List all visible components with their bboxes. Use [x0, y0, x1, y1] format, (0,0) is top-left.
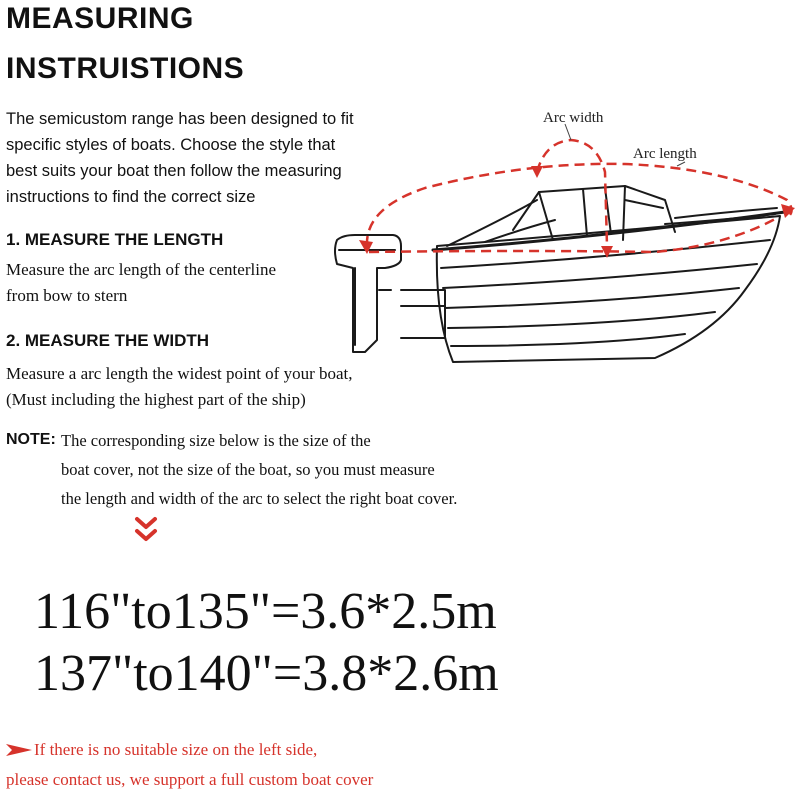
title-line-1: MEASURING [6, 2, 194, 35]
step1-heading: 1. MEASURE THE LENGTH [6, 230, 224, 249]
intro-line: specific styles of boats. Choose the style that [6, 136, 336, 154]
boat-diagram [325, 100, 800, 380]
intro-line: best suits your boat then follow the measuring [6, 162, 342, 180]
footer-line-2: please contact us, we support a full custom boat cover [6, 770, 374, 789]
footer-line-1: If there is no suitable size on the left side, [34, 740, 318, 759]
title-line-2: INSTRUISTIONS [6, 52, 245, 85]
arc-width-line [537, 140, 607, 246]
step1-line: from bow to stern [6, 286, 128, 305]
note-line-3: the length and width of the arc to select the right boat cover. [61, 489, 458, 508]
note-label: NOTE: [6, 431, 56, 448]
step2-heading: 2. MEASURE THE WIDTH [6, 331, 210, 350]
triangle-right-icon [6, 742, 32, 758]
note-line-1: The corresponding size below is the size of the [61, 431, 371, 450]
size-option-2: 137"to140"=3.8*2.6m [34, 645, 499, 702]
arc-length-label: Arc length [633, 146, 697, 162]
double-chevron-down-icon [134, 516, 158, 546]
note-line-2: boat cover, not the size of the boat, so you must measure [61, 460, 435, 479]
step2-line: Measure a arc length the widest point of your boat, [6, 364, 353, 383]
intro-line: The semicustom range has been designed to fit [6, 110, 354, 128]
size-option-1: 116"to135"=3.6*2.5m [34, 583, 497, 640]
step2-line: (Must including the highest part of the ship) [6, 390, 306, 409]
step1-text [6, 257, 276, 309]
intro-line: instructions to find the correct size [6, 188, 256, 206]
arc-width-label: Arc width [543, 110, 604, 126]
step2-text [6, 361, 353, 413]
step1-line: Measure the arc length of the centerline [6, 260, 276, 279]
intro-text [6, 106, 366, 210]
